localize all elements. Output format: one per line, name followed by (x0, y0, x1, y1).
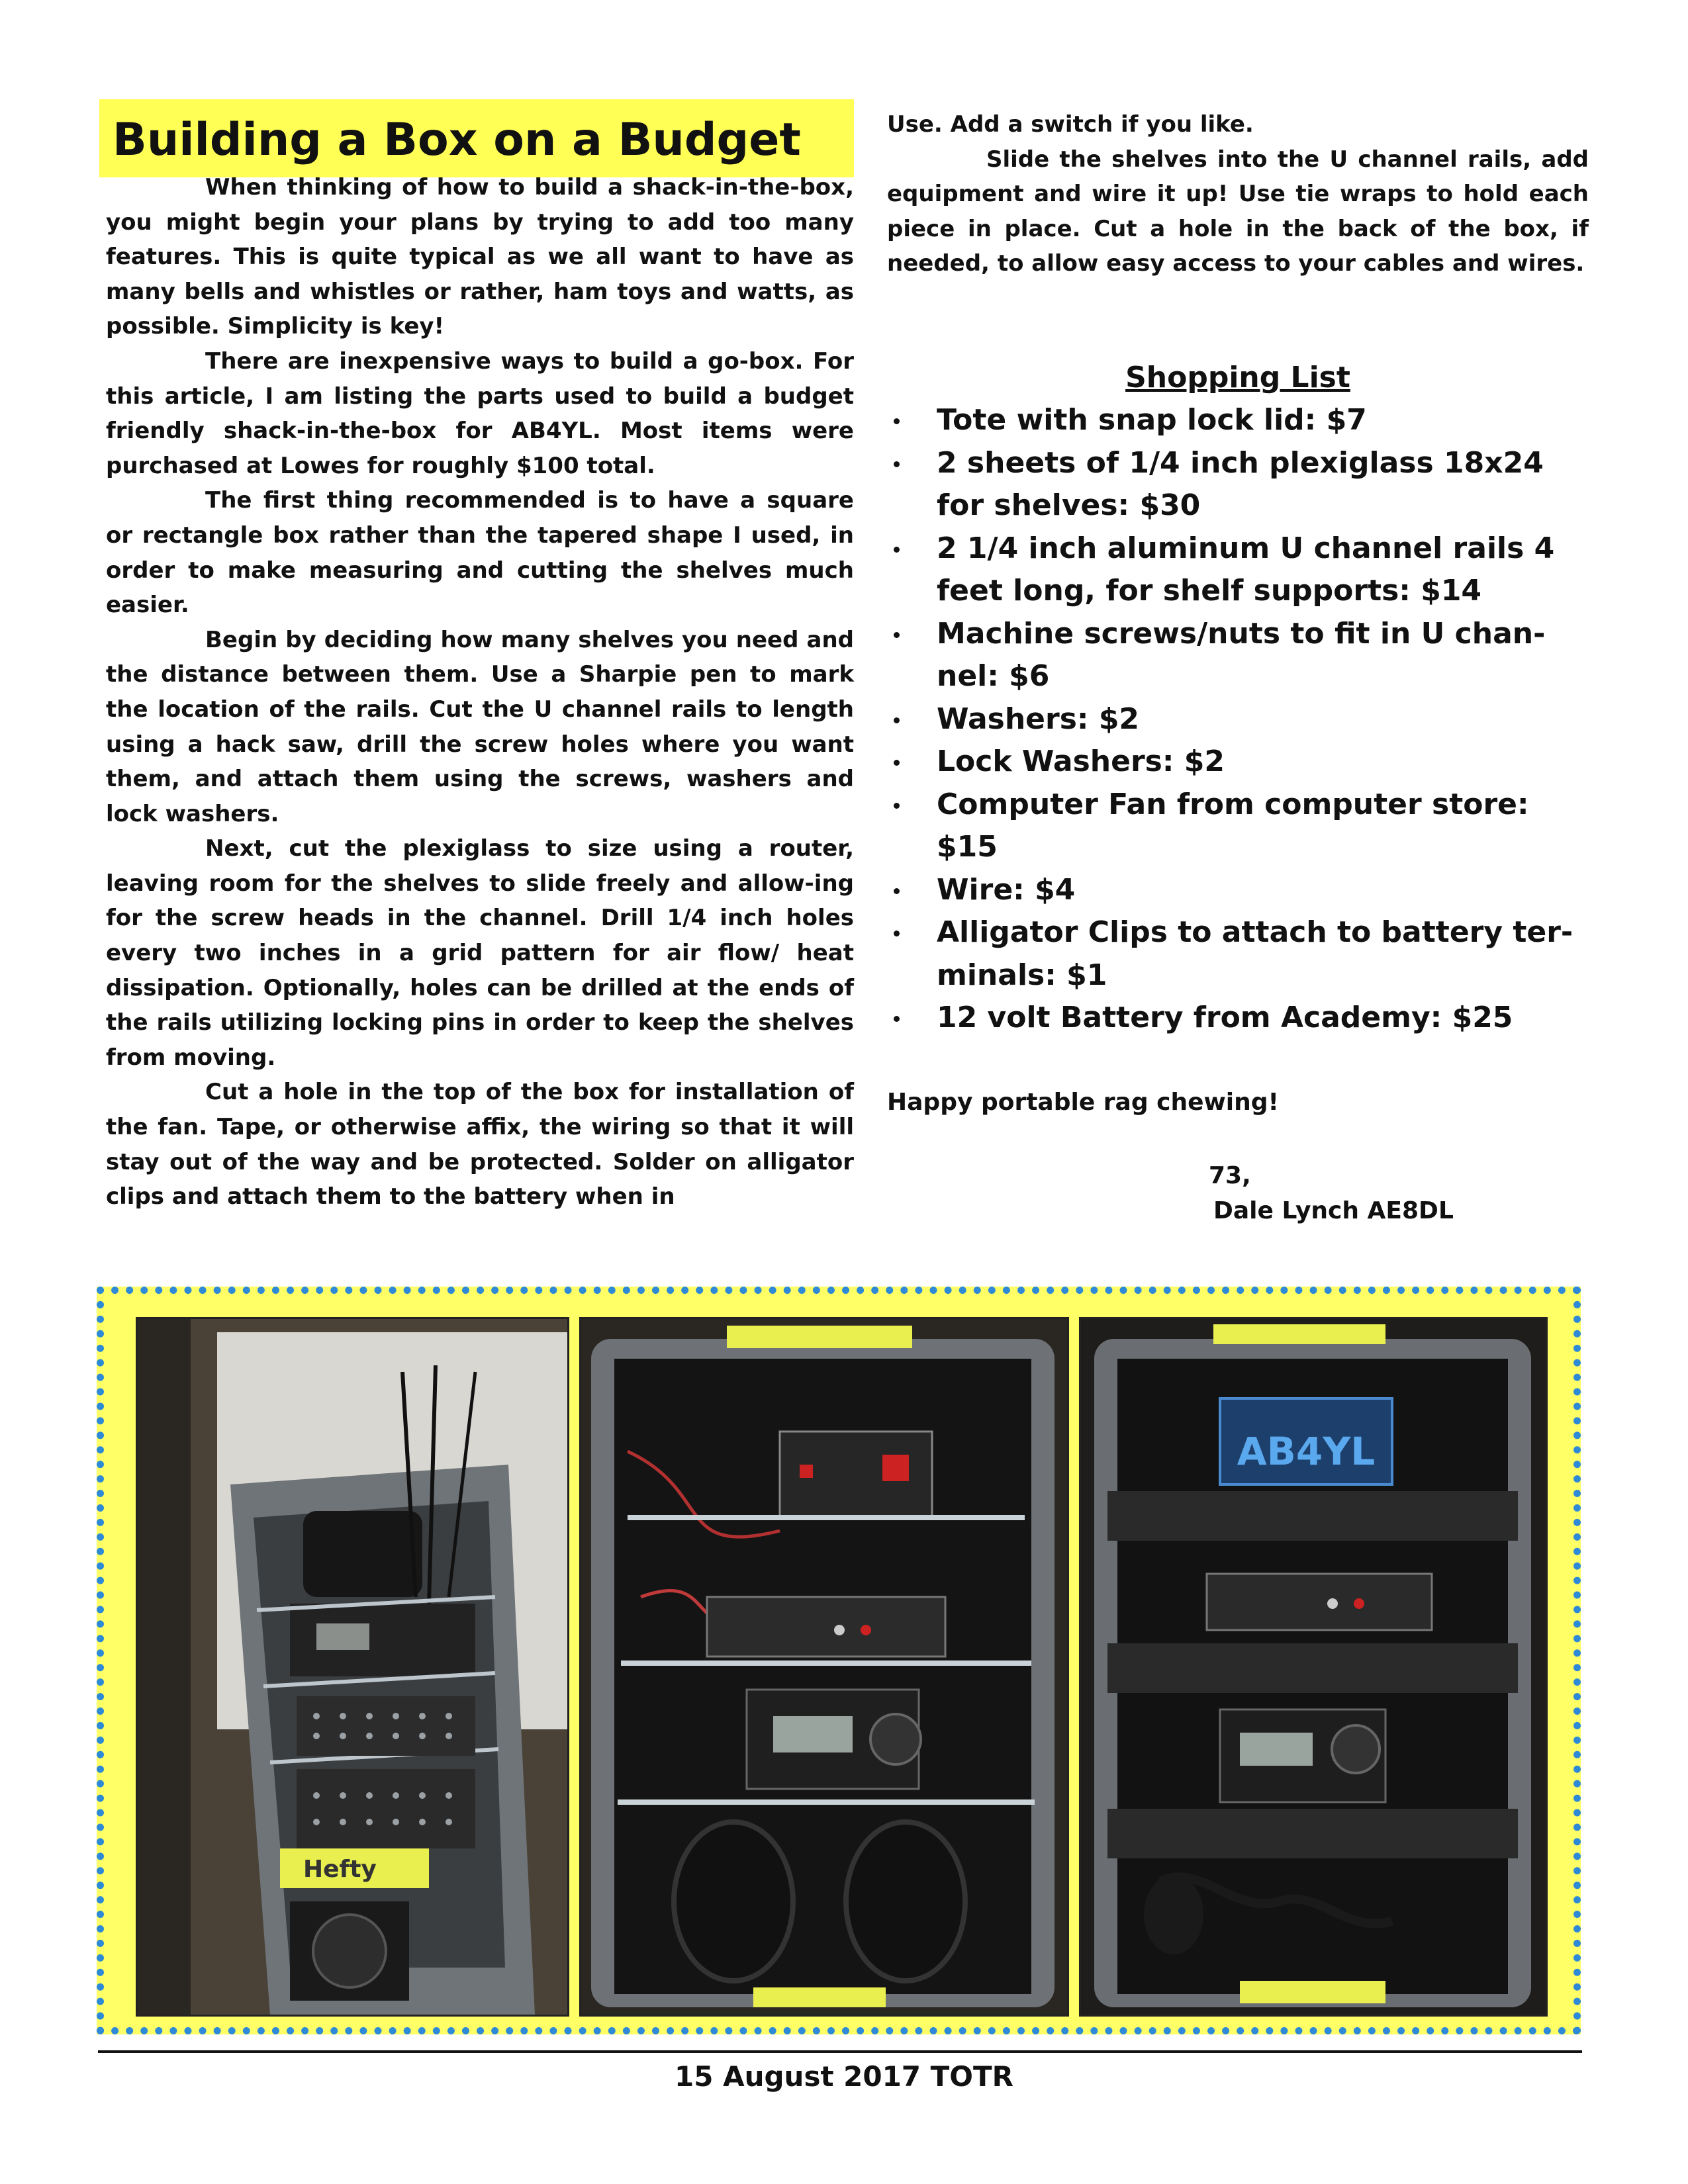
list-item: Wire: $4 (887, 869, 1595, 912)
paragraph: Slide the shelves into the U channel rails, add equipment and wire it up! Use tie wraps to hold each piece in place. Cut a hole in the back of the box, if needed, to allow easy access to your cables and wires. (887, 146, 1589, 277)
photo-illustration (581, 1319, 1067, 2015)
article-title: Building a Box on a Budget (113, 114, 801, 166)
tote-brand-label: Hefty (303, 1856, 377, 1883)
list-item: 2 1/4 inch aluminum U channel rails 4 feet long, for shelf supports: $14 (887, 527, 1595, 613)
photo-illustration (1081, 1319, 1546, 2015)
author-signature: Dale Lynch AE8DL (1213, 1197, 1454, 1224)
paragraph: The first thing recommended is to have a square or rectangle box rather than the tapered shape I used, in order to make measuring and cutting the shelves much easier. (106, 487, 854, 619)
paragraph: Next, cut the plexiglass to size using a router, leaving room for the shelves to slide freely and allow-ing for the screw heads in the channel. Drill 1/4 inch holes every two inches in a grid pattern for air flow/ heat dissipation. Optionally, holes can be drilled at the ends of the rails utilizing locking pins in order to keep the shelves from moving. (106, 835, 854, 1071)
photo-illustration (138, 1319, 567, 2015)
footer-rule (98, 2050, 1582, 2053)
list-item: Lock Washers: $2 (887, 741, 1595, 784)
photo-badge-text: AB4YL (1237, 1429, 1376, 1474)
left-column (106, 170, 854, 1214)
list-item: 2 sheets of 1/4 inch plexiglass 18x24 for shelves: $30 (887, 442, 1595, 527)
list-item: Tote with snap lock lid: $7 (887, 399, 1595, 442)
list-item: Alligator Clips to attach to battery ter-minals: $1 (887, 911, 1595, 997)
paragraph: Begin by deciding how many shelves you need and the distance between them. Use a Sharpie pen to mark the location of the rails. Cut the U channel rails to length using a hack saw, drill the screw holes where you want them, and attach them using the screws, washers and lock washers. (106, 626, 854, 827)
photo-tote-top-view (136, 1317, 569, 2017)
signoff: 73, (1209, 1162, 1251, 1189)
paragraph-continuation: Use. Add a switch if you like. (887, 111, 1254, 138)
list-item: 12 volt Battery from Academy: $25 (887, 997, 1595, 1040)
list-item: Computer Fan from computer store: $15 (887, 784, 1595, 869)
photo-finished-box (1079, 1317, 1548, 2017)
paragraph: There are inexpensive ways to build a go-box. For this article, I am listing the parts used to build a budget friendly shack-in-the-box for AB4YL. Most items were purchased at Lowes for roughly $100 total. (106, 347, 854, 479)
right-column (887, 107, 1589, 281)
list-item: Machine screws/nuts to fit in U chan-nel: $6 (887, 613, 1595, 698)
footer-issue-date: 15 August 2017 TOTR (675, 2060, 1013, 2093)
paragraph: Cut a hole in the top of the box for installation of the fan. Tape, or otherwise affix, the wiring so that it will stay out of the way and be protected. Solder on alligator clips and attach them to the battery when in (106, 1079, 854, 1210)
paragraph: When thinking of how to build a shack-in-the-box, you might begin your plans by trying to add too many features. This is quite typical as we all want to have as many bells and whistles or rather, ham toys and watts, as possible. Simplicity is key! (106, 174, 854, 340)
shopping-list (887, 399, 1595, 1040)
photo-tote-front-view (579, 1317, 1069, 2017)
shopping-list-heading: Shopping List (1125, 361, 1350, 394)
closing-line: Happy portable rag chewing! (887, 1089, 1279, 1116)
list-item: Washers: $2 (887, 698, 1595, 741)
